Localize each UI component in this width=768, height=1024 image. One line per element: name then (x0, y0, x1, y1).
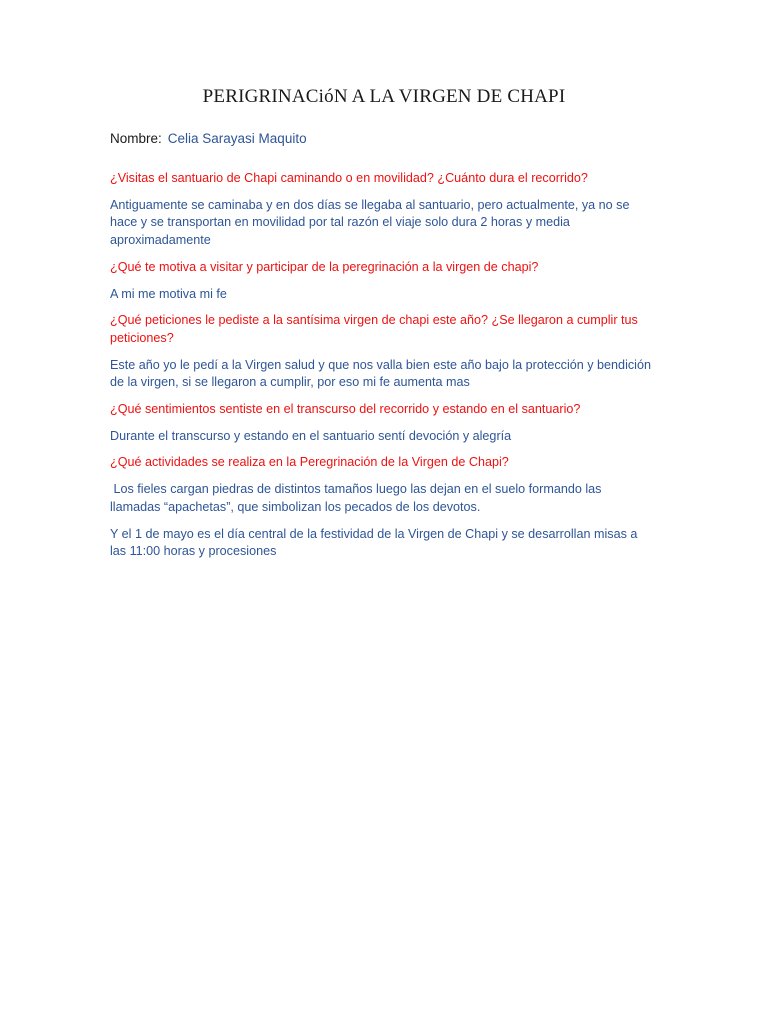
name-label: Nombre: (110, 131, 162, 146)
answer-5-continued: Y el 1 de mayo es el día central de la festividad de la Virgen de Chapi y se desarrollan misas a las 11:00 horas y procesiones (110, 526, 638, 559)
answer-1: Antiguamente se caminaba y en dos días se llegaba al santuario, pero actualmente, ya no se hace y se transportan en movilidad por tal razón el viaje solo dura 2 horas y media aproximadamente (110, 197, 630, 248)
question-2: ¿Qué te motiva a visitar y participar de la peregrinación a la virgen de chapi? (110, 259, 539, 274)
answer-4: Durante el transcurso y estando en el santuario sentí devoción y alegría (110, 428, 512, 443)
question-4: ¿Qué sentimientos sentiste en el transcurso del recorrido y estando en el santuario? (110, 402, 581, 417)
question-3: ¿Qué peticiones le pediste a la santísima virgen de chapi este año? ¿Se llegaron a cumplir tus peticiones? (110, 313, 638, 345)
answer-2: A mi me motiva mi fe (110, 286, 227, 301)
question-1: ¿Visitas el santuario de Chapi caminando o en movilidad? ¿Cuánto dura el recorrido? (110, 171, 588, 185)
name-value: Celia Sarayasi Maquito (167, 131, 307, 146)
answer-5: Los fieles cargan piedras de distintos tamaños luego las dejan en el suelo formando las llamadas “apachetas”, que simbolizan los pecados de los devotos. (110, 482, 605, 514)
answer-3: Este año yo le pedí a la Virgen salud y que nos valla bien este año bajo la protección y bendición de la virgen, si se llegaron a cumplir, por eso mi fe aumenta mas (110, 357, 651, 390)
qa-section (110, 170, 655, 570)
question-5: ¿Qué actividades se realiza en la Peregrinación de la Virgen de Chapi? (110, 455, 509, 470)
page-title: PERIGRINACióN A LA VIRGEN DE CHAPI (202, 86, 566, 107)
name-line (110, 131, 307, 146)
